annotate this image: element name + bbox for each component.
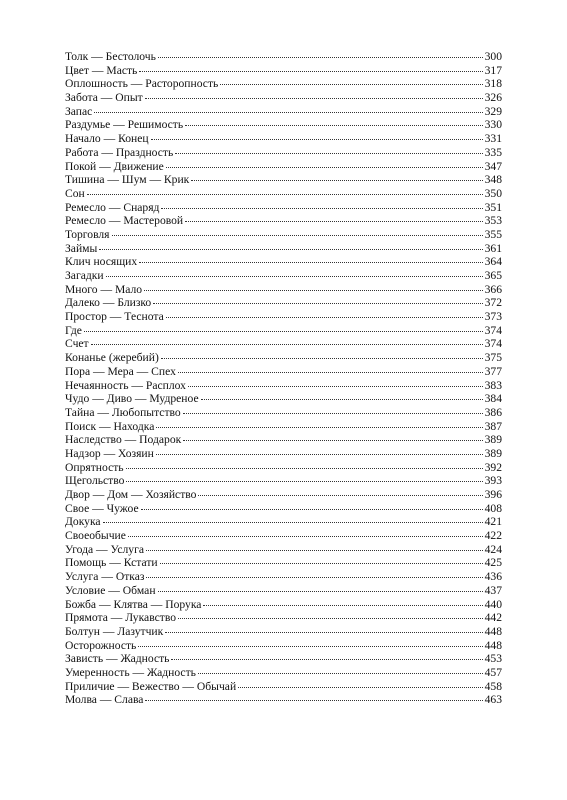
toc-entry [65, 529, 502, 543]
dot-leader [99, 249, 482, 250]
dot-leader [158, 57, 483, 58]
dot-leader [165, 632, 482, 633]
dot-leader [139, 71, 482, 72]
toc-entry-page-number: 300 [484, 50, 502, 63]
toc-entry-title: Запас [65, 104, 93, 118]
toc-entry-title: Тишина — Шум — Крик [65, 173, 190, 187]
toc-entry-title: Наследство — Подарок [65, 433, 182, 447]
dot-leader [166, 167, 483, 168]
toc-entry-title: Конанье (жеребий) [65, 351, 159, 365]
dot-leader [171, 659, 482, 660]
dot-leader [128, 536, 483, 537]
dot-leader [106, 276, 483, 277]
toc-entry [65, 584, 502, 598]
toc-entry [65, 488, 502, 502]
toc-entry [65, 365, 502, 379]
toc-entry [65, 611, 502, 625]
toc-entry-title: Приличие — Вежество — Обычай [65, 679, 237, 693]
toc-entry-title: Щегольство [65, 474, 125, 488]
toc-entry [65, 474, 502, 488]
toc-entry-title: Помощь — Кстати [65, 556, 158, 570]
toc-entry-page-number: 383 [484, 378, 502, 392]
toc-entry-title: Загадки [65, 269, 104, 282]
toc-entry-page-number: 318 [484, 77, 502, 91]
toc-entry-title: Пора — Мера — Спех [65, 364, 176, 378]
toc-entry [65, 693, 502, 707]
toc-entry-title: Счет [65, 337, 89, 351]
toc-entry-title: Покой — Движение [65, 159, 164, 173]
toc-entry-page-number: 387 [484, 419, 502, 433]
toc-entry-page-number: 425 [484, 556, 502, 570]
toc-entry-title: Божба — Клятва — Порука [65, 597, 202, 611]
toc-entry-title: Ремесло — Снаряд [65, 200, 160, 214]
toc-entry-page-number: 440 [484, 597, 502, 611]
toc-entry-page-number: 348 [484, 173, 502, 187]
toc-entry [65, 680, 502, 694]
toc-entry [65, 337, 502, 351]
toc-entry-page-number: 374 [484, 337, 502, 351]
toc-entry [65, 433, 502, 447]
toc-entry-page-number: 384 [484, 392, 502, 406]
dot-leader [198, 495, 482, 496]
toc-entry-page-number: 330 [484, 118, 502, 132]
toc-entry [65, 310, 502, 324]
toc-entry-page-number: 366 [484, 282, 502, 296]
dot-leader [151, 139, 483, 140]
toc-entry [65, 77, 502, 91]
toc-entry [65, 324, 502, 338]
toc-entry-page-number: 458 [484, 679, 502, 693]
toc-entry-title: Докука [65, 515, 101, 529]
toc-entry-title: Нечаянность — Расплох [65, 378, 186, 392]
dot-leader [201, 399, 483, 400]
toc-entry-page-number: 329 [484, 104, 502, 118]
toc-entry-title: Где [65, 323, 82, 337]
toc-entry [65, 639, 502, 653]
toc-entry-title: Оплошность — Расторопность [65, 77, 219, 91]
dot-leader [94, 112, 482, 113]
toc-entry [65, 461, 502, 475]
toc-entry-page-number: 389 [484, 446, 502, 460]
table-of-contents [65, 50, 502, 707]
toc-entry-title: Прямота — Лукавство [65, 611, 177, 625]
toc-entry-page-number: 331 [484, 132, 502, 146]
toc-entry-title: Забота — Опыт [65, 91, 143, 105]
toc-entry [65, 543, 502, 557]
dot-leader [146, 550, 483, 551]
toc-entry-title: Начало — Конец [65, 132, 149, 146]
dot-leader [145, 700, 482, 701]
dot-leader [178, 372, 483, 373]
dot-leader [188, 386, 483, 387]
dot-leader [144, 290, 483, 291]
toc-entry-page-number: 335 [484, 145, 502, 159]
dot-leader [203, 605, 482, 606]
toc-entry-page-number: 436 [484, 570, 502, 584]
toc-entry-title: Простор — Теснота [65, 310, 164, 324]
dot-leader [156, 427, 482, 428]
toc-entry-title: Свое — Чужое [65, 501, 139, 515]
toc-entry [65, 652, 502, 666]
dot-leader [185, 221, 482, 222]
dot-leader [158, 591, 483, 592]
toc-entry-page-number: 317 [484, 63, 502, 77]
toc-entry-page-number: 347 [484, 159, 502, 173]
toc-entry [65, 214, 502, 228]
toc-entry-page-number: 389 [484, 433, 502, 447]
toc-entry-title: Работа — Праздность [65, 145, 174, 159]
toc-entry-page-number: 408 [484, 501, 502, 515]
toc-entry-title: Торговля [65, 227, 110, 241]
dot-leader [138, 646, 482, 647]
toc-entry [65, 105, 502, 119]
toc-entry [65, 269, 502, 283]
toc-entry-title: Двор — Дом — Хозяйство [65, 488, 197, 501]
dot-leader [112, 235, 483, 236]
toc-entry-page-number: 372 [484, 296, 502, 310]
toc-entry-title: Условие — Обман [65, 583, 156, 597]
toc-entry [65, 91, 502, 105]
dot-leader [166, 317, 483, 318]
toc-entry-title: Поиск — Находка [65, 419, 155, 433]
dot-leader [87, 194, 483, 195]
dot-leader [161, 358, 483, 359]
toc-entry-page-number: 437 [484, 583, 502, 597]
toc-entry [65, 392, 502, 406]
toc-entry-title: Болтун — Лазутчик [65, 624, 164, 638]
toc-entry-page-number: 361 [484, 241, 502, 255]
dot-leader [156, 454, 483, 455]
dot-leader [141, 509, 483, 510]
toc-entry-page-number: 442 [484, 611, 502, 625]
toc-entry-title: Цвет — Масть [65, 63, 138, 77]
toc-entry-title: Своеобычие [65, 529, 126, 543]
dot-leader [220, 84, 482, 85]
toc-entry [65, 160, 502, 174]
dot-leader [185, 125, 482, 126]
dot-leader [146, 577, 482, 578]
dot-leader [84, 331, 483, 332]
toc-entry [65, 201, 502, 215]
dot-leader [178, 618, 483, 619]
toc-entry-page-number: 424 [484, 542, 502, 556]
dot-leader [91, 344, 483, 345]
dot-leader [126, 481, 482, 482]
toc-entry [65, 420, 502, 434]
toc-entry-title: Чудо — Диво — Мудреное [65, 392, 199, 406]
dot-leader [183, 413, 483, 414]
toc-entry-page-number: 396 [484, 488, 502, 501]
toc-entry [65, 132, 502, 146]
toc-entry-title: Зависть — Жадность [65, 652, 170, 666]
dot-leader [238, 687, 482, 688]
dot-leader [139, 262, 482, 263]
toc-entry [65, 625, 502, 639]
toc-entry [65, 50, 502, 64]
toc-entry-page-number: 448 [484, 638, 502, 652]
dot-leader [153, 303, 482, 304]
toc-entry-title: Много — Мало [65, 282, 143, 296]
toc-entry-page-number: 353 [484, 214, 502, 228]
toc-entry-page-number: 453 [484, 652, 502, 666]
toc-entry [65, 406, 502, 420]
toc-entry-title: Угода — Услуга [65, 542, 144, 556]
dot-leader [103, 522, 483, 523]
toc-entry-page-number: 448 [484, 624, 502, 638]
toc-entry [65, 351, 502, 365]
dot-leader [160, 563, 483, 564]
toc-entry-title: Клич носящих [65, 255, 138, 269]
dot-leader [175, 153, 482, 154]
toc-entry [65, 255, 502, 269]
toc-entry-page-number: 421 [484, 515, 502, 529]
toc-entry-page-number: 377 [484, 364, 502, 378]
toc-entry-page-number: 375 [484, 351, 502, 365]
toc-entry-page-number: 393 [484, 474, 502, 488]
toc-entry-page-number: 326 [484, 91, 502, 105]
toc-entry-page-number: 373 [484, 310, 502, 324]
toc-entry-page-number: 350 [484, 186, 502, 200]
toc-entry [65, 598, 502, 612]
toc-entry-title: Займы [65, 241, 98, 255]
toc-entry-title: Опрятность [65, 460, 124, 474]
toc-entry-title: Молва — Слава [65, 693, 144, 707]
dot-leader [191, 180, 482, 181]
toc-entry [65, 283, 502, 297]
dot-leader [198, 673, 483, 674]
toc-entry-page-number: 364 [484, 255, 502, 269]
toc-entry-title: Осторожность [65, 638, 137, 652]
toc-entry-title: Сон [65, 186, 85, 200]
toc-entry [65, 502, 502, 516]
toc-entry-title: Ремесло — Мастеровой [65, 214, 184, 228]
toc-entry [65, 515, 502, 529]
toc-entry-page-number: 374 [484, 323, 502, 337]
toc-entry-page-number: 457 [484, 665, 502, 679]
toc-entry-page-number: 351 [484, 200, 502, 214]
toc-entry-title: Услуга — Отказ [65, 570, 145, 584]
toc-entry-title: Надзор — Хозяин [65, 446, 154, 460]
toc-entry-page-number: 422 [484, 529, 502, 543]
dot-leader [126, 468, 483, 469]
toc-entry [65, 447, 502, 461]
toc-entry [65, 118, 502, 132]
toc-entry-page-number: 392 [484, 460, 502, 474]
toc-entry-title: Умеренность — Жадность [65, 665, 196, 679]
dot-leader [145, 98, 483, 99]
toc-entry [65, 242, 502, 256]
toc-entry-page-number: 365 [484, 269, 502, 282]
toc-entry [65, 228, 502, 242]
toc-entry-title: Тайна — Любопытство [65, 405, 181, 419]
dot-leader [161, 208, 482, 209]
toc-entry [65, 556, 502, 570]
toc-entry [65, 296, 502, 310]
toc-entry [65, 666, 502, 680]
toc-entry [65, 64, 502, 78]
toc-entry [65, 187, 502, 201]
toc-entry-page-number: 386 [484, 405, 502, 419]
toc-entry [65, 173, 502, 187]
toc-entry [65, 146, 502, 160]
toc-entry-title: Далеко — Близко [65, 296, 152, 310]
toc-entry [65, 379, 502, 393]
dot-leader [183, 440, 482, 441]
toc-entry-page-number: 463 [484, 693, 502, 707]
toc-entry-title: Раздумье — Решимость [65, 118, 184, 132]
toc-entry-title: Толк — Бестолочь [65, 50, 156, 63]
toc-entry [65, 570, 502, 584]
toc-entry-page-number: 355 [484, 227, 502, 241]
